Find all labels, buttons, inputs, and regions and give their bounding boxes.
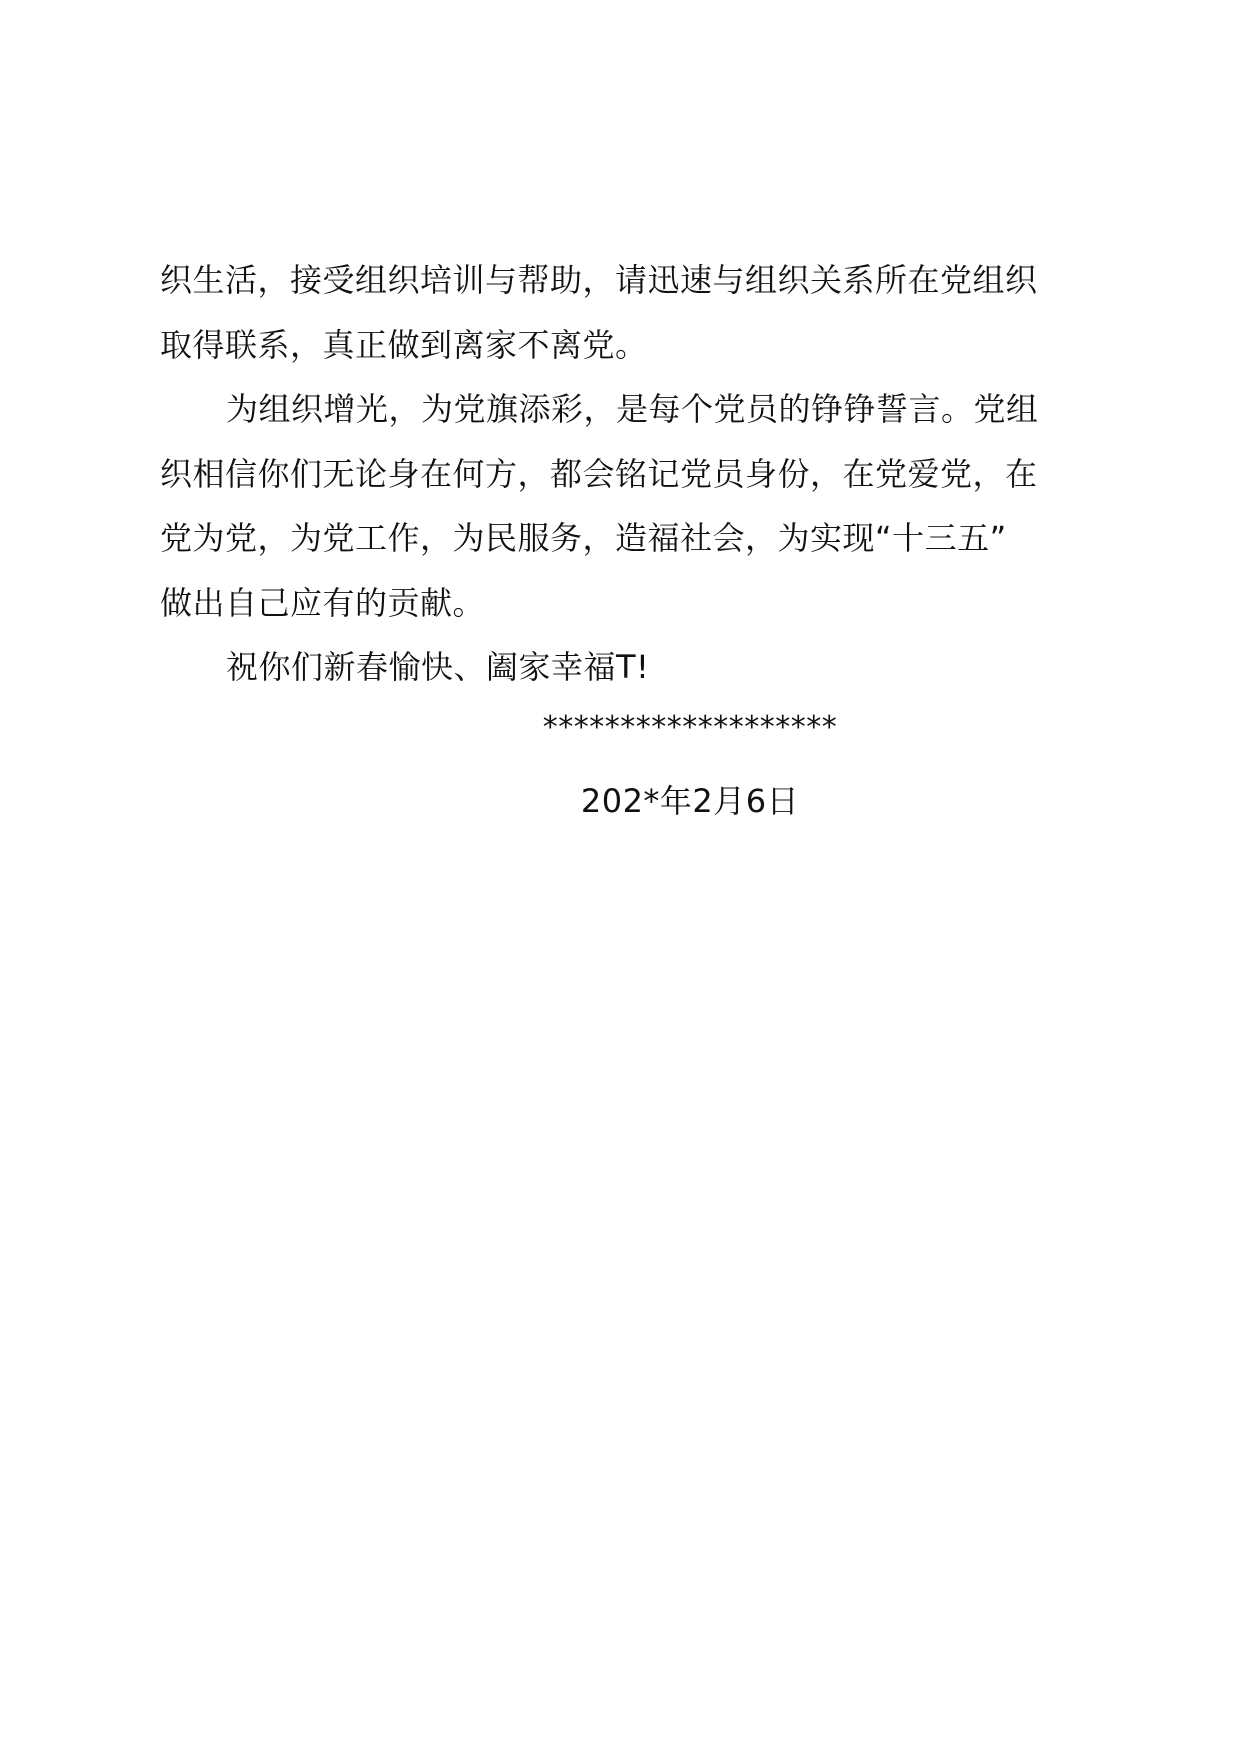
letter-paragraph-start: 为组织增光，为党旗添彩，是每个党员的铮铮誓言。党组 bbox=[226, 390, 1039, 428]
letter-body bbox=[160, 248, 1090, 700]
letter-line: 织相信你们无论身在何方，都会铭记党员身份，在党爱党，在 bbox=[160, 454, 1038, 493]
letter-date: 202*年2月6日 bbox=[580, 782, 800, 820]
letter-greeting: 祝你们新春愉快、阖家幸福T! bbox=[226, 648, 650, 686]
letter-line: 党为党，为党工作，为民服务，造福社会，为实现“十三五” bbox=[160, 519, 1007, 557]
letter-line: 织生活，接受组织培训与帮助，请迅速与组织关系所在党组织 bbox=[160, 261, 1038, 299]
letter-signature: ******************* bbox=[542, 710, 838, 745]
letter-line: 取得联系，真正做到离家不离党。 bbox=[160, 325, 648, 364]
letter-line: 做出自己应有的贡献。 bbox=[160, 583, 486, 622]
